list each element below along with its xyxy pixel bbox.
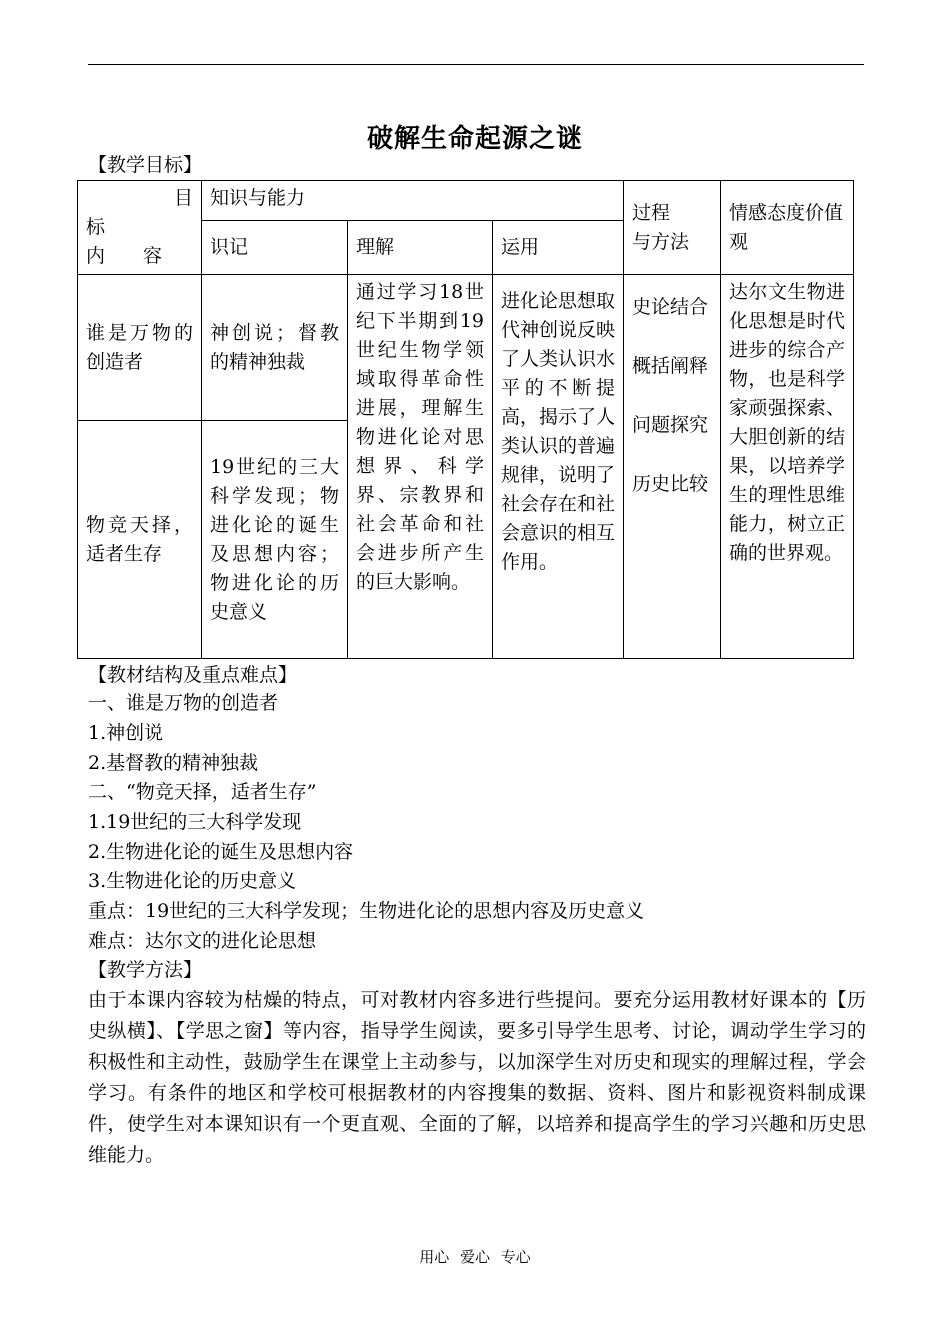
header-rule xyxy=(88,64,864,65)
header-emotion-values: 情感态度价值观 xyxy=(721,181,854,275)
method-item: 历史比较 xyxy=(632,473,709,495)
page-footer: 用心 爱心 专心 xyxy=(419,1248,531,1266)
corner-label-bottom: 内 容 xyxy=(86,245,163,267)
outline-item: 2.基督教的精神独裁 xyxy=(88,752,259,774)
header-knowledge-ability: 知识与能力 xyxy=(202,181,624,221)
outline-item: 3.生物进化论的历史意义 xyxy=(88,870,297,892)
header-understand: 理解 xyxy=(348,220,493,274)
header-process-method: 过程 与方法 xyxy=(624,181,721,275)
outline-item: 1.神创说 xyxy=(88,722,164,744)
objectives-table xyxy=(77,180,854,659)
corner-label-top: 目 xyxy=(173,187,193,209)
key-points: 重点：19世纪的三大科学发现；生物进化论的思想内容及历史意义 xyxy=(88,900,645,922)
understand-content: 通过学习18世纪下半期到19世纪生物学领域取得革命性进展，理解生物进化论对思想界、科学界、宗教界和社会革命和社会进步所产生的巨大影响。 xyxy=(348,275,493,659)
section-heading-goals: 【教学目标】 xyxy=(88,154,203,176)
outline-item: 1.19世纪的三大科学发现 xyxy=(88,811,302,833)
method-item: 问题探究 xyxy=(632,414,709,436)
difficult-points: 难点：达尔文的进化论思想 xyxy=(88,930,317,952)
section-heading-structure: 【教材结构及重点难点】 xyxy=(88,664,298,686)
apply-content: 进化论思想取代神创说反映了人类认识水平的不断提高，揭示了人类认识的普遍规律，说明了社会存在和社会意识的相互作用。 xyxy=(493,275,624,659)
page-title: 破解生命起源之谜 xyxy=(366,124,583,154)
corner-label-mid: 标 xyxy=(86,216,106,238)
outline-item: 2.生物进化论的诞生及思想内容 xyxy=(88,841,354,863)
row1-topic: 谁是万物的创造者 xyxy=(78,275,202,421)
method-item: 史论结合 xyxy=(632,296,709,318)
methods-paragraph: 由于本课内容较为枯燥的特点，可对教材内容多进行些提问。要充分运用教材好课本的【历史纵横】、【学思之窗】等内容，指导学生阅读，要多引导学生思考、讨论，调动学生学习的积极性和主动性，鼓励学生在课堂上主动参与，以加深学生对历史和现实的理解过程，学会学习。有条件的地区和学校可根据教材的内容搜集的数据、资料、图片和影视资料制成课件，使学生对本课知识有一个更直观、全面的了解，以培养和提高学生的学习兴趣和历史思维能力。 xyxy=(88,989,866,1166)
methods-content xyxy=(624,275,721,659)
emotion-content: 达尔文生物进化思想是时代进步的综合产物，也是科学家顽强探索、大胆创新的结果，以培养学生的理性思维能力，树立正确的世界观。 xyxy=(721,275,854,659)
section-heading-methods: 【教学方法】 xyxy=(88,959,203,981)
table-corner-cell xyxy=(78,181,202,275)
row2-recall: 19世纪的三大科学发现；物进化论的诞生及思想内容；物进化论的历史意义 xyxy=(202,421,348,659)
header-recall: 识记 xyxy=(202,220,348,274)
outline-item: 二、“物竞天择，适者生存” xyxy=(88,781,317,803)
header-apply: 运用 xyxy=(493,220,624,274)
method-item: 概括阐释 xyxy=(632,355,709,377)
row2-topic: 物竞天择，适者生存 xyxy=(78,421,202,659)
outline-item: 一、谁是万物的创造者 xyxy=(88,692,279,714)
row1-recall: 神创说；督教的精神独裁 xyxy=(202,275,348,421)
